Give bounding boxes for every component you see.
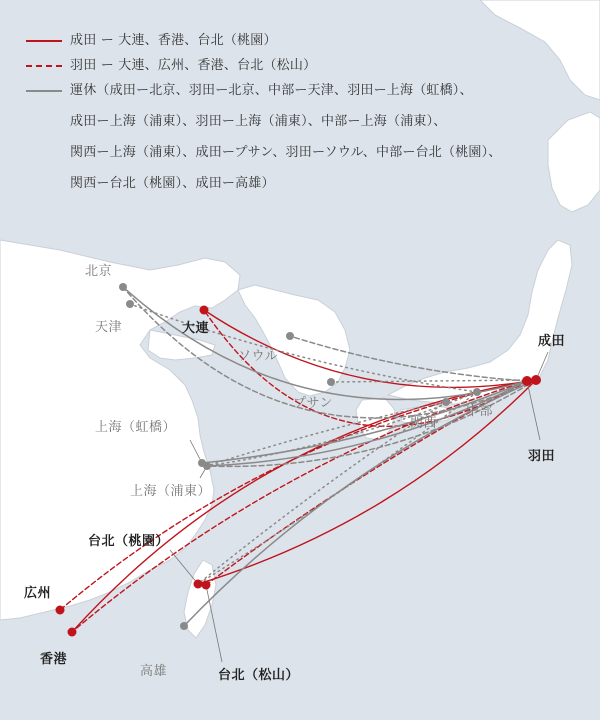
- legend-row-narita: [26, 33, 586, 49]
- dot-busan: [327, 378, 335, 386]
- city-label-hongkong: 香港: [40, 652, 68, 667]
- city-label-beijing: 北京: [85, 264, 113, 279]
- city-label-taipei-taoyuan: 台北（桃園）: [88, 534, 170, 549]
- city-label-tianjin: 天津: [95, 320, 123, 335]
- city-label-dalian: 大連: [182, 321, 210, 336]
- dot-haneda: [522, 376, 532, 386]
- honshu-island: [388, 240, 572, 404]
- legend-dashed-red-line: [26, 65, 62, 67]
- legend-text-haneda: 羽田 ー 大連、広州、香港、台北（松山）: [70, 58, 317, 73]
- dot-dalian: [200, 306, 209, 315]
- city-label-kaohsiung: 高雄: [140, 664, 168, 679]
- legend-text-suspended: 運休（成田ー北京、羽田ー北京、中部ー天津、羽田ー上海（虹橋）、 成田ー上海（浦東）、羽田ー上海（浦東）、中部ー上海（浦東）、 関西ー上海（浦東）、成田ープサン、羽田ーソウル、中部ー台北（桃園）、 関西ー台北（桃園）、成田ー高雄）: [70, 83, 502, 191]
- connector-taipei-taoyuan: [170, 550, 198, 584]
- city-label-guangzhou: 広州: [24, 586, 52, 601]
- legend-row-suspended: [26, 83, 586, 199]
- city-label-chubu: 中部: [466, 404, 494, 419]
- dot-guangzhou: [56, 606, 65, 615]
- city-label-seoul: ソウル: [238, 349, 279, 364]
- city-label-shanghai-pudong: 上海（浦東）: [130, 484, 212, 499]
- dot-narita: [531, 375, 541, 385]
- dot-shanghai-pudong: [203, 462, 211, 470]
- dot-tianjin: [126, 300, 134, 308]
- legend-row-haneda: [26, 58, 586, 74]
- city-label-taipei-songshan: 台北（松山）: [218, 668, 300, 683]
- dot-taipei-songshan: [202, 581, 211, 590]
- route-legend: [26, 33, 586, 208]
- dot-taipei-taoyuan: [194, 580, 203, 589]
- dot-kaohsiung: [180, 622, 188, 630]
- city-label-haneda: 羽田: [528, 449, 556, 464]
- legend-text-narita: 成田 ー 大連、香港、台北（桃園）: [70, 33, 277, 48]
- connector-haneda: [527, 381, 540, 440]
- city-label-shanghai-hongqiao: 上海（虹橋）: [95, 420, 177, 435]
- dot-beijing: [119, 283, 127, 291]
- legend-solid-red-line: [26, 40, 62, 42]
- city-label-busan: プサン: [293, 396, 333, 411]
- dot-kansai: [442, 398, 450, 406]
- dot-hongkong: [68, 628, 77, 637]
- dot-chubu: [473, 388, 481, 396]
- dot-seoul: [286, 332, 294, 340]
- city-label-narita: 成田: [538, 334, 566, 349]
- legend-gray-line: [26, 90, 62, 92]
- city-label-kansai: 関西: [410, 416, 438, 431]
